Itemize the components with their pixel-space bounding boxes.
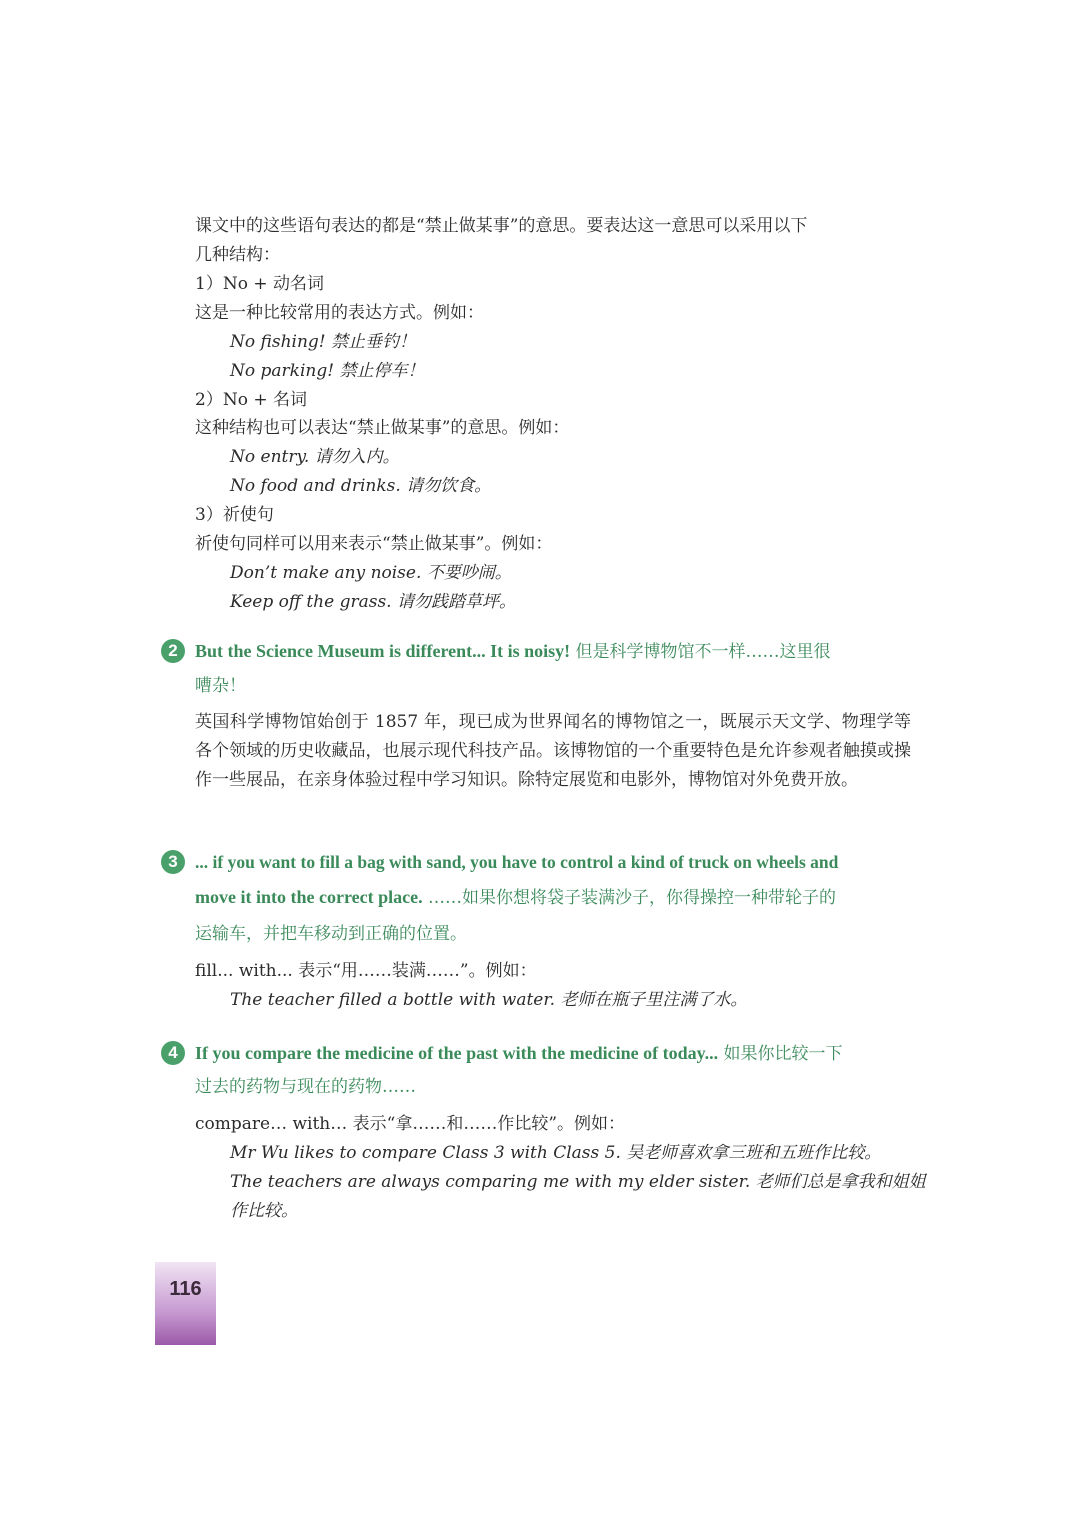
structure-1-desc: 这是一种比较常用的表达方式。例如：	[195, 303, 484, 323]
note-4-example-1: Mr Wu likes to compare Class 3 with Class 5. 吴老师喜欢拿三班和五班作比较。	[230, 1143, 882, 1163]
note-2-body: 英国科学博物馆始创于 1857 年，现已成为世界闻名的博物馆之一，既展示天文学、物理学等各个领域的历史收藏品，也展示现代科技产品。该博物馆的一个重要特色是允许参观者触摸或操作一些展品，在亲身体验过程中学习知识。除特定展览和电影外，博物馆对外免费开放。	[195, 712, 911, 790]
note-3-title-line-1: ... if you want to fill a bag with sand, you have to control a kind of truck on wheels and	[195, 852, 839, 872]
structure-1-example-1: No fishing! 禁止垂钓！	[230, 332, 417, 352]
structure-3-heading: 3）祈使句	[195, 505, 274, 525]
structure-3-desc: 祈使句同样可以用来表示“禁止做某事”。例如：	[195, 534, 553, 554]
note-3-title-zh: ……如果你想将袋子装满沙子，你得操控一种带轮子的	[422, 888, 836, 908]
note-4-title-zh: 如果你比较一下	[718, 1044, 843, 1064]
structure-2-example-2: No food and drinks. 请勿饮食。	[230, 476, 492, 496]
intro-line-1: 课文中的这些语句表达的都是“禁止做某事”的意思。要表达这一意思可以采用以下	[195, 216, 808, 236]
structure-2-example-1: No entry. 请勿入内。	[230, 447, 400, 467]
note-4-title-en: If you compare the medicine of the past with the medicine of today...	[195, 1043, 719, 1063]
note-3-title-line-3: 运输车，并把车移动到正确的位置。	[195, 924, 467, 944]
page-number: 116	[169, 1278, 202, 1300]
note-3-title-en: move it into the correct place.	[195, 887, 423, 907]
note-3-title-line-2	[195, 885, 836, 910]
structure-1-heading: 1）No + 动名词	[195, 274, 324, 294]
note-2-title-en: But the Science Museum is different... It is noisy!	[195, 641, 571, 661]
note-4-example-2-line-2: 作比较。	[230, 1201, 298, 1221]
note-4-desc: compare… with… 表示“拿……和……作比较”。例如：	[195, 1114, 626, 1134]
note-3-desc: fill... with... 表示“用……装满……”。例如：	[195, 961, 537, 981]
note-number-badge: 3	[161, 850, 185, 874]
note-4-title-line-1	[195, 1041, 843, 1066]
structure-3-example-1: Don’t make any noise. 不要吵闹。	[230, 563, 512, 583]
note-2-title-zh: 但是科学博物馆不一样……这里很	[570, 642, 831, 662]
structure-2-heading: 2）No + 名词	[195, 390, 307, 410]
note-2-title-line-1	[195, 639, 831, 664]
note-4-example-2-line-1: The teachers are always comparing me with my elder sister. 老师们总是拿我和姐姐	[230, 1172, 926, 1192]
note-number-badge: 4	[161, 1041, 185, 1065]
note-number-badge: 2	[161, 639, 185, 663]
note-2-title-line-2: 嘈杂！	[195, 676, 246, 696]
structure-3-example-2: Keep off the grass. 请勿践踏草坪。	[230, 592, 516, 612]
note-4-title-line-2: 过去的药物与现在的药物……	[195, 1077, 416, 1097]
structure-1-example-2: No parking! 禁止停车！	[230, 361, 425, 381]
intro-line-2: 几种结构：	[195, 245, 280, 265]
page-number-tab	[155, 1262, 216, 1345]
structure-2-desc: 这种结构也可以表达“禁止做某事”的意思。例如：	[195, 418, 570, 438]
note-3-example-1: The teacher filled a bottle with water. 老师在瓶子里注满了水。	[230, 990, 748, 1010]
